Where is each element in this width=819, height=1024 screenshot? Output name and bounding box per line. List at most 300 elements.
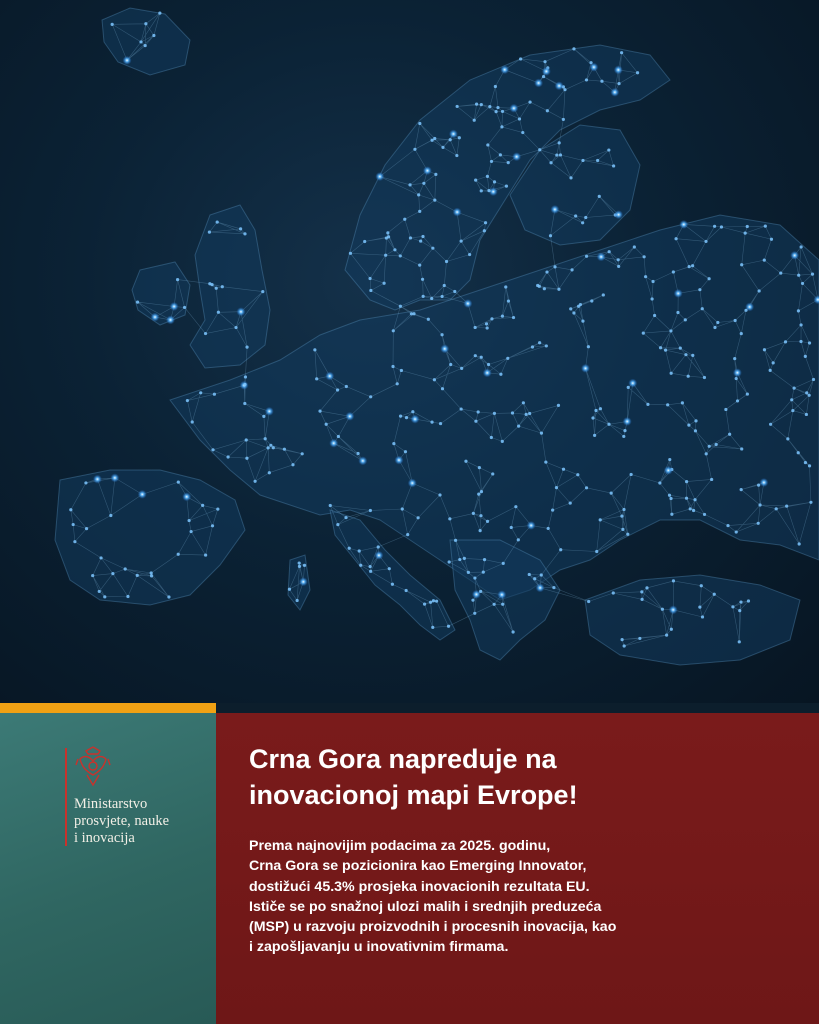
network-node — [600, 80, 603, 83]
network-node — [621, 528, 624, 531]
network-node — [253, 480, 256, 483]
network-node — [764, 224, 767, 227]
network-node — [473, 612, 476, 615]
network-node — [501, 603, 504, 606]
network-node — [608, 250, 611, 253]
network-node — [483, 229, 486, 232]
network-node — [536, 583, 545, 592]
network-node — [136, 574, 139, 577]
network-node — [475, 103, 478, 106]
network-node — [758, 289, 761, 292]
network-node — [559, 548, 562, 551]
network-node — [363, 240, 366, 243]
network-node — [504, 285, 507, 288]
network-node — [136, 301, 139, 304]
network-node — [73, 540, 76, 543]
network-node — [779, 271, 782, 274]
network-node — [405, 589, 408, 592]
network-node — [543, 287, 546, 290]
network-node — [738, 609, 741, 612]
network-node — [576, 473, 579, 476]
network-node — [808, 394, 811, 397]
network-node — [703, 376, 706, 379]
network-node — [670, 372, 673, 375]
network-node — [757, 522, 760, 525]
network-node — [517, 538, 520, 541]
network-node — [626, 533, 629, 536]
network-node — [726, 524, 729, 527]
network-node — [797, 451, 800, 454]
network-node — [797, 309, 800, 312]
network-node — [581, 221, 584, 224]
network-node — [483, 558, 486, 561]
network-node — [733, 357, 736, 360]
network-node — [211, 524, 214, 527]
network-node — [226, 455, 229, 458]
network-node — [685, 480, 688, 483]
network-node — [550, 205, 559, 214]
network-node — [562, 118, 565, 121]
network-node — [493, 603, 496, 606]
network-node — [679, 220, 688, 229]
network-node — [368, 277, 371, 280]
network-node — [633, 245, 636, 248]
network-node — [585, 486, 588, 489]
network-node — [455, 154, 458, 157]
network-node — [547, 527, 550, 530]
network-node — [443, 284, 446, 287]
network-node — [418, 210, 421, 213]
network-node — [684, 353, 687, 356]
network-node — [740, 488, 743, 491]
network-node — [480, 189, 483, 192]
network-node — [267, 446, 270, 449]
network-node — [441, 146, 444, 149]
iceland-shape — [102, 8, 190, 75]
network-node — [569, 501, 572, 504]
network-node — [484, 221, 487, 224]
network-node — [182, 492, 191, 501]
network-node — [384, 254, 387, 257]
network-node — [467, 571, 470, 574]
network-node — [664, 466, 673, 475]
network-node — [268, 471, 271, 474]
network-node — [610, 492, 613, 495]
network-node — [493, 180, 496, 183]
network-node — [659, 346, 662, 349]
network-node — [445, 260, 448, 263]
network-node — [405, 416, 408, 419]
network-node — [517, 425, 520, 428]
ministry-line-1: Ministarstvo — [74, 796, 148, 812]
network-node — [391, 365, 394, 368]
network-node — [453, 208, 462, 217]
network-node — [188, 519, 191, 522]
network-node — [482, 571, 485, 574]
network-node — [499, 373, 502, 376]
network-node — [669, 605, 678, 614]
network-node — [431, 626, 434, 629]
network-node — [298, 561, 301, 564]
body-line-2: Crna Gora se pozicionira kao Emerging Innovator, — [249, 858, 587, 875]
network-node — [419, 239, 422, 242]
network-node — [599, 407, 602, 410]
network-node — [439, 422, 442, 425]
network-node — [591, 416, 594, 419]
network-node — [449, 138, 452, 141]
network-node — [691, 354, 694, 357]
network-node — [144, 44, 147, 47]
network-node — [549, 234, 552, 237]
network-node — [733, 368, 742, 377]
network-node — [728, 433, 731, 436]
network-node — [490, 317, 493, 320]
network-node — [494, 110, 497, 113]
network-node — [111, 572, 114, 575]
network-node — [769, 369, 772, 372]
network-node — [746, 225, 749, 228]
network-node — [93, 475, 102, 484]
network-node — [581, 159, 584, 162]
network-node — [512, 630, 515, 633]
network-node — [552, 586, 555, 589]
network-node — [423, 166, 432, 175]
network-node — [612, 591, 615, 594]
body-line-6: i zapošljavanju u inovativnim firmama. — [249, 939, 509, 956]
network-node — [150, 574, 153, 577]
network-node — [158, 12, 161, 15]
network-node — [477, 410, 480, 413]
network-node — [521, 131, 524, 134]
network-node — [811, 272, 814, 275]
network-node — [569, 307, 572, 310]
network-node — [433, 378, 436, 381]
ministry-line-3: i inovacija — [74, 830, 135, 846]
network-node — [599, 518, 602, 521]
network-node — [593, 434, 596, 437]
network-node — [653, 314, 656, 317]
network-node — [562, 468, 565, 471]
network-node — [551, 508, 554, 511]
network-node — [543, 60, 546, 63]
network-node — [441, 387, 444, 390]
turkey-shape — [585, 575, 800, 665]
network-node — [401, 507, 404, 510]
network-node — [493, 412, 496, 415]
network-node — [337, 435, 340, 438]
network-node — [177, 481, 180, 484]
network-node — [430, 420, 433, 423]
network-node — [650, 297, 653, 300]
network-node — [665, 634, 668, 637]
network-node — [91, 574, 94, 577]
network-node — [216, 220, 219, 223]
network-node — [758, 503, 761, 506]
network-node — [85, 527, 88, 530]
network-node — [528, 573, 531, 576]
network-node — [617, 82, 620, 85]
accent-bar — [0, 703, 216, 713]
network-node — [597, 252, 606, 261]
network-node — [236, 307, 245, 316]
network-node — [598, 195, 601, 198]
network-node — [99, 556, 102, 559]
body-line-4: Ističe se po snažnoj ulozi malih i srednjih preduzeća — [249, 898, 602, 915]
network-node — [693, 498, 696, 501]
britain-shape — [190, 205, 270, 368]
network-node — [589, 63, 598, 72]
network-node — [786, 437, 789, 440]
network-node — [511, 411, 514, 414]
network-node — [201, 504, 204, 507]
network-node — [804, 355, 807, 358]
network-node — [418, 122, 421, 125]
network-node — [763, 348, 766, 351]
network-node — [691, 264, 694, 267]
network-node — [471, 599, 474, 602]
network-node — [374, 551, 383, 560]
network-node — [622, 508, 625, 511]
network-node — [731, 605, 734, 608]
network-node — [456, 105, 459, 108]
network-node — [494, 85, 497, 88]
network-node — [799, 323, 802, 326]
network-node — [221, 285, 224, 288]
network-node — [431, 247, 434, 250]
network-node — [208, 282, 211, 285]
network-node — [301, 452, 304, 455]
network-node — [124, 567, 127, 570]
network-node — [747, 599, 750, 602]
network-node — [448, 517, 451, 520]
network-node — [392, 442, 395, 445]
network-node — [572, 47, 575, 50]
network-node — [645, 586, 648, 589]
network-node — [519, 57, 522, 60]
network-node — [687, 375, 690, 378]
headline-line-1: Crna Gora napreduje na — [249, 744, 557, 774]
network-node — [669, 497, 672, 500]
network-node — [191, 420, 194, 423]
network-node — [509, 104, 518, 113]
network-node — [217, 311, 220, 314]
network-node — [440, 333, 443, 336]
network-node — [474, 179, 477, 182]
network-node — [812, 378, 815, 381]
network-node — [480, 103, 483, 106]
network-node — [382, 282, 385, 285]
network-node — [243, 383, 246, 386]
network-node — [506, 357, 509, 360]
network-node — [177, 553, 180, 556]
network-node — [602, 293, 605, 296]
network-node — [464, 460, 467, 463]
network-node — [546, 109, 549, 112]
network-node — [763, 259, 766, 262]
network-node — [689, 507, 692, 510]
network-node — [622, 435, 625, 438]
network-node — [139, 40, 142, 43]
network-node — [808, 341, 811, 344]
network-node — [676, 311, 679, 314]
network-node — [170, 302, 179, 311]
headline-line-2: inovacionoj mapi Evrope! — [249, 780, 578, 810]
network-node — [369, 395, 372, 398]
network-node — [587, 345, 590, 348]
network-node — [640, 590, 643, 593]
network-node — [698, 606, 701, 609]
network-node — [348, 547, 351, 550]
network-node — [672, 579, 675, 582]
network-node — [790, 398, 793, 401]
network-node — [463, 299, 472, 308]
network-node — [422, 182, 425, 185]
network-node — [473, 576, 476, 579]
network-node — [540, 432, 543, 435]
network-node — [628, 379, 637, 388]
network-node — [740, 332, 743, 335]
network-node — [525, 413, 528, 416]
network-node — [527, 521, 536, 530]
network-node — [698, 288, 701, 291]
network-node — [204, 332, 207, 335]
network-node — [534, 78, 543, 87]
network-node — [84, 481, 87, 484]
network-node — [411, 415, 420, 424]
network-node — [72, 523, 75, 526]
network-node — [642, 332, 645, 335]
network-node — [413, 148, 416, 151]
network-node — [243, 402, 246, 405]
network-node — [538, 285, 541, 288]
network-node — [499, 153, 502, 156]
network-node — [700, 584, 703, 587]
network-node — [533, 577, 536, 580]
network-node — [800, 245, 803, 248]
network-node — [69, 508, 72, 511]
network-node — [704, 240, 707, 243]
network-node — [386, 231, 389, 234]
network-node — [497, 590, 506, 599]
network-node — [770, 238, 773, 241]
network-node — [298, 565, 301, 568]
network-node — [449, 363, 452, 366]
network-node — [98, 590, 101, 593]
network-node — [744, 232, 747, 235]
network-node — [488, 105, 491, 108]
network-node — [458, 558, 461, 561]
network-node — [500, 65, 509, 74]
network-node — [486, 175, 489, 178]
network-node — [487, 189, 490, 192]
network-node — [559, 153, 562, 156]
network-node — [705, 452, 708, 455]
network-node — [772, 361, 775, 364]
network-node — [746, 392, 749, 395]
network-node — [239, 227, 242, 230]
network-node — [692, 509, 695, 512]
network-node — [483, 368, 492, 377]
network-node — [538, 341, 541, 344]
network-node — [454, 539, 457, 542]
network-node — [453, 290, 456, 293]
network-node — [636, 71, 639, 74]
network-node — [793, 387, 796, 390]
body-line-3: dostižući 45.3% prosjeka inovacionih rezultata EU. — [249, 878, 590, 895]
network-node — [144, 22, 147, 25]
network-node — [244, 375, 247, 378]
network-node — [785, 505, 788, 508]
network-node — [668, 458, 671, 461]
network-node — [658, 481, 661, 484]
network-node — [528, 100, 531, 103]
network-node — [805, 413, 808, 416]
network-node — [487, 363, 490, 366]
network-node — [584, 216, 587, 219]
network-node — [540, 573, 543, 576]
network-node — [557, 288, 560, 291]
network-node — [607, 423, 610, 426]
network-node — [570, 268, 573, 271]
network-node — [377, 545, 380, 548]
network-node — [151, 313, 160, 322]
network-node — [183, 306, 186, 309]
network-node — [408, 479, 417, 488]
network-node — [569, 176, 572, 179]
network-node — [668, 494, 671, 497]
network-node — [477, 493, 480, 496]
network-node — [661, 608, 664, 611]
network-node — [501, 440, 504, 443]
network-node — [607, 148, 610, 151]
network-node — [392, 329, 395, 332]
network-node — [703, 513, 706, 516]
network-node — [596, 159, 599, 162]
network-node — [784, 340, 787, 343]
network-node — [707, 277, 710, 280]
network-node — [468, 253, 471, 256]
network-node — [612, 164, 615, 167]
ministry-line-2: prosvjete, nauke — [74, 813, 170, 829]
network-node — [674, 289, 683, 298]
network-node — [505, 185, 508, 188]
network-node — [269, 444, 272, 447]
network-node — [501, 315, 504, 318]
network-node — [440, 344, 449, 353]
network-node — [558, 141, 561, 144]
network-node — [299, 577, 308, 586]
network-node — [738, 640, 741, 643]
network-node — [809, 501, 812, 504]
network-node — [538, 148, 541, 151]
network-node — [542, 67, 551, 76]
network-node — [216, 507, 219, 510]
network-node — [211, 448, 214, 451]
network-node — [542, 75, 545, 78]
network-node — [500, 125, 503, 128]
network-node — [491, 472, 494, 475]
network-node — [349, 252, 352, 255]
network-node — [204, 553, 207, 556]
network-node — [644, 275, 647, 278]
network-node — [581, 320, 584, 323]
network-node — [150, 571, 153, 574]
network-node — [512, 316, 515, 319]
network-node — [123, 56, 132, 65]
network-node — [399, 415, 402, 418]
network-node — [501, 110, 504, 113]
network-node — [391, 583, 394, 586]
